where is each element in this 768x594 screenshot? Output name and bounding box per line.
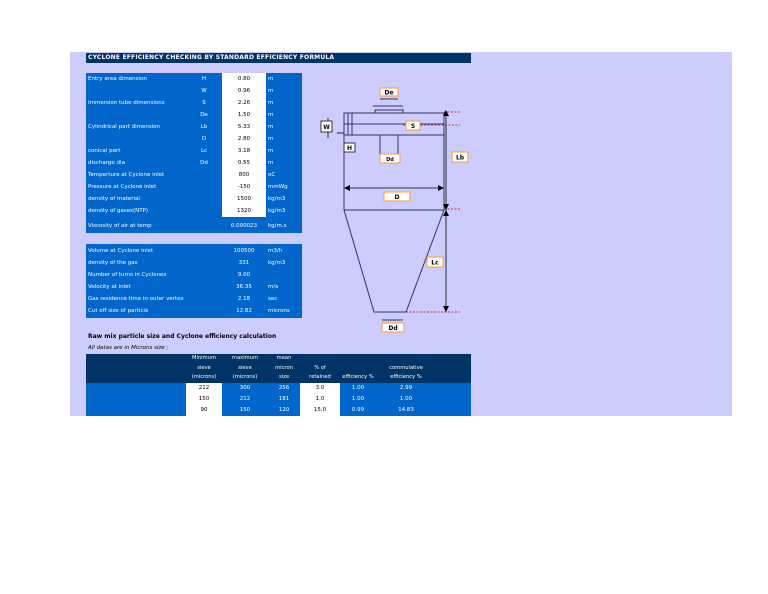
input-unit: m: [268, 148, 274, 154]
results-panel: [86, 244, 302, 318]
input-symbol: H: [201, 76, 207, 82]
input-label: conical part: [88, 148, 121, 154]
result-value[interactable]: 9.00: [237, 272, 251, 278]
table-row: [86, 405, 471, 416]
input-row: [86, 97, 302, 109]
input-row: [86, 205, 302, 217]
result-value[interactable]: 36.35: [236, 284, 252, 290]
tube-top: [375, 110, 403, 113]
input-value-cell[interactable]: 2.26: [222, 97, 266, 109]
label-w: W: [323, 124, 330, 131]
input-symbol: Lb: [200, 124, 208, 130]
input-row: [86, 193, 302, 205]
input-row: [86, 145, 302, 157]
input-label: discharge dia: [88, 160, 125, 166]
input-row: [86, 133, 302, 145]
table-cell[interactable]: 2.99: [399, 385, 413, 391]
input-label: Viscosity of air at temp: [88, 223, 152, 229]
input-symbol: W: [201, 88, 207, 94]
result-unit: kg/m3: [268, 260, 286, 266]
input-row: [86, 181, 302, 193]
table-cell[interactable]: 212: [186, 383, 222, 394]
table-cell[interactable]: 1.0: [300, 394, 340, 405]
label-lc: Lc: [431, 259, 439, 267]
input-label: Immersion tube dimensions: [88, 100, 165, 106]
table-cell[interactable]: 1.00: [351, 385, 365, 391]
result-row: [86, 305, 302, 317]
input-value-cell[interactable]: 5.33: [222, 121, 266, 133]
result-row: [86, 293, 302, 305]
input-unit: m: [268, 124, 274, 130]
input-row: [86, 85, 302, 97]
input-unit: m: [268, 160, 274, 166]
header-efficiency: efficiency %: [342, 374, 374, 380]
input-unit: kg/m3: [268, 208, 286, 214]
table-body: [86, 383, 471, 416]
result-label: density of the gas: [88, 260, 138, 266]
sheet-title: CYCLONE EFFICIENCY CHECKING BY STANDARD EFFICIENCY FORMULA: [86, 53, 471, 63]
result-label: Volume at Cyclone inlet: [88, 248, 154, 254]
result-value[interactable]: 331: [238, 260, 250, 266]
table-cell[interactable]: 256: [278, 385, 290, 391]
result-row: [86, 245, 302, 257]
input-value-cell[interactable]: 1320: [222, 205, 266, 217]
section-heading: Raw mix particle size and Cyclone efficiency calculation: [88, 333, 277, 340]
result-unit: m/s: [268, 284, 279, 290]
input-unit: mmWg: [268, 184, 288, 190]
input-value-cell[interactable]: 0.96: [222, 85, 266, 97]
table-cell[interactable]: 90: [186, 405, 222, 416]
result-row: [86, 281, 302, 293]
table-cell[interactable]: 0.99: [351, 407, 365, 413]
input-row: [86, 109, 302, 121]
input-value-cell[interactable]: 0.000023: [230, 223, 258, 229]
table-cell[interactable]: 150: [239, 407, 251, 413]
table-cell[interactable]: 14.83: [398, 407, 414, 413]
input-unit: m: [268, 136, 274, 142]
result-unit: microns: [268, 308, 290, 314]
input-symbol: Lc: [200, 148, 208, 154]
input-label: density of material: [88, 196, 140, 202]
table-cell[interactable]: 150: [186, 394, 222, 405]
result-value[interactable]: 12.82: [236, 308, 252, 314]
input-row: [86, 157, 302, 169]
arrowheads: [344, 110, 449, 312]
header-retained: % of retained: [309, 364, 331, 380]
result-label: Number of turns in Cyclones: [88, 272, 167, 278]
result-label: Velocity at inlet: [88, 284, 131, 290]
input-symbol: De: [200, 112, 208, 118]
result-label: Cut off size of particle: [88, 308, 149, 314]
table-cell[interactable]: 3.0: [300, 383, 340, 394]
input-unit: kg/m.s: [268, 223, 287, 229]
table-cell[interactable]: 120: [278, 407, 290, 413]
input-symbol: D: [201, 136, 207, 142]
result-unit: sec: [268, 296, 278, 302]
input-value-cell[interactable]: 3.18: [222, 145, 266, 157]
table-cell[interactable]: 1.00: [399, 396, 413, 402]
result-value[interactable]: 2.18: [237, 296, 251, 302]
input-panel: [86, 73, 302, 233]
input-label: Pressure at Cyclone inlet: [88, 184, 157, 190]
units-note: All datas are in Microns size ;: [88, 345, 169, 351]
result-value[interactable]: 100500: [233, 248, 255, 254]
label-h: H: [346, 145, 353, 152]
label-d: D: [394, 194, 400, 201]
input-value-cell[interactable]: 0.80: [222, 73, 266, 85]
header-min-sieve: Minimum sieve (microns): [191, 355, 217, 380]
table-cell[interactable]: 1.00: [351, 396, 365, 402]
input-value-cell[interactable]: -150: [222, 181, 266, 193]
label-s: S: [410, 123, 416, 130]
table-cell[interactable]: 212: [239, 396, 251, 402]
table-cell[interactable]: 181: [278, 396, 290, 402]
table-cell[interactable]: 15.0: [300, 405, 340, 416]
input-label: Entry area dimension: [88, 76, 147, 82]
table-row: [86, 394, 471, 405]
input-symbol: S: [202, 100, 206, 106]
input-value-cell[interactable]: 800: [222, 169, 266, 181]
input-unit: kg/m3: [268, 196, 286, 202]
input-value-cell[interactable]: 0.55: [222, 157, 266, 169]
header-max-sieve: maximum sieve (microns): [231, 355, 259, 380]
cyclone-diagram: [300, 80, 500, 340]
input-unit: m: [268, 88, 274, 94]
input-unit: oC: [268, 172, 276, 178]
input-value-cell[interactable]: 1500: [222, 193, 266, 205]
input-value-cell[interactable]: 1.50: [222, 109, 266, 121]
input-symbol: Dd: [200, 160, 208, 166]
table-header: [86, 354, 471, 383]
result-row: [86, 257, 302, 269]
input-row: [86, 220, 302, 232]
input-label: Cylindrical part dimension: [88, 124, 161, 130]
header-cumulative: commulative efficiency %: [389, 364, 423, 380]
label-dd: Dd: [388, 325, 398, 332]
input-unit: m: [268, 100, 274, 106]
input-label: Temperture at Cyclone inlet: [88, 172, 165, 178]
input-row: [86, 121, 302, 133]
header-mean-size: mean micron size: [275, 355, 293, 380]
result-unit: m3/h: [268, 248, 283, 254]
table-row: [86, 383, 471, 394]
input-row: [86, 73, 302, 85]
table-cell[interactable]: 300: [239, 385, 251, 391]
input-row: [86, 169, 302, 181]
input-unit: m: [268, 76, 274, 82]
label-dd-inner: Dd: [386, 157, 394, 163]
result-label: Gas residence time in outer vertex: [88, 296, 184, 302]
label-de: De: [384, 89, 394, 97]
input-unit: m: [268, 112, 274, 118]
input-value-cell[interactable]: 2.80: [222, 133, 266, 145]
input-label: density of gases(NTP): [88, 208, 149, 214]
label-lb: Lb: [455, 154, 465, 162]
result-row: [86, 269, 302, 281]
